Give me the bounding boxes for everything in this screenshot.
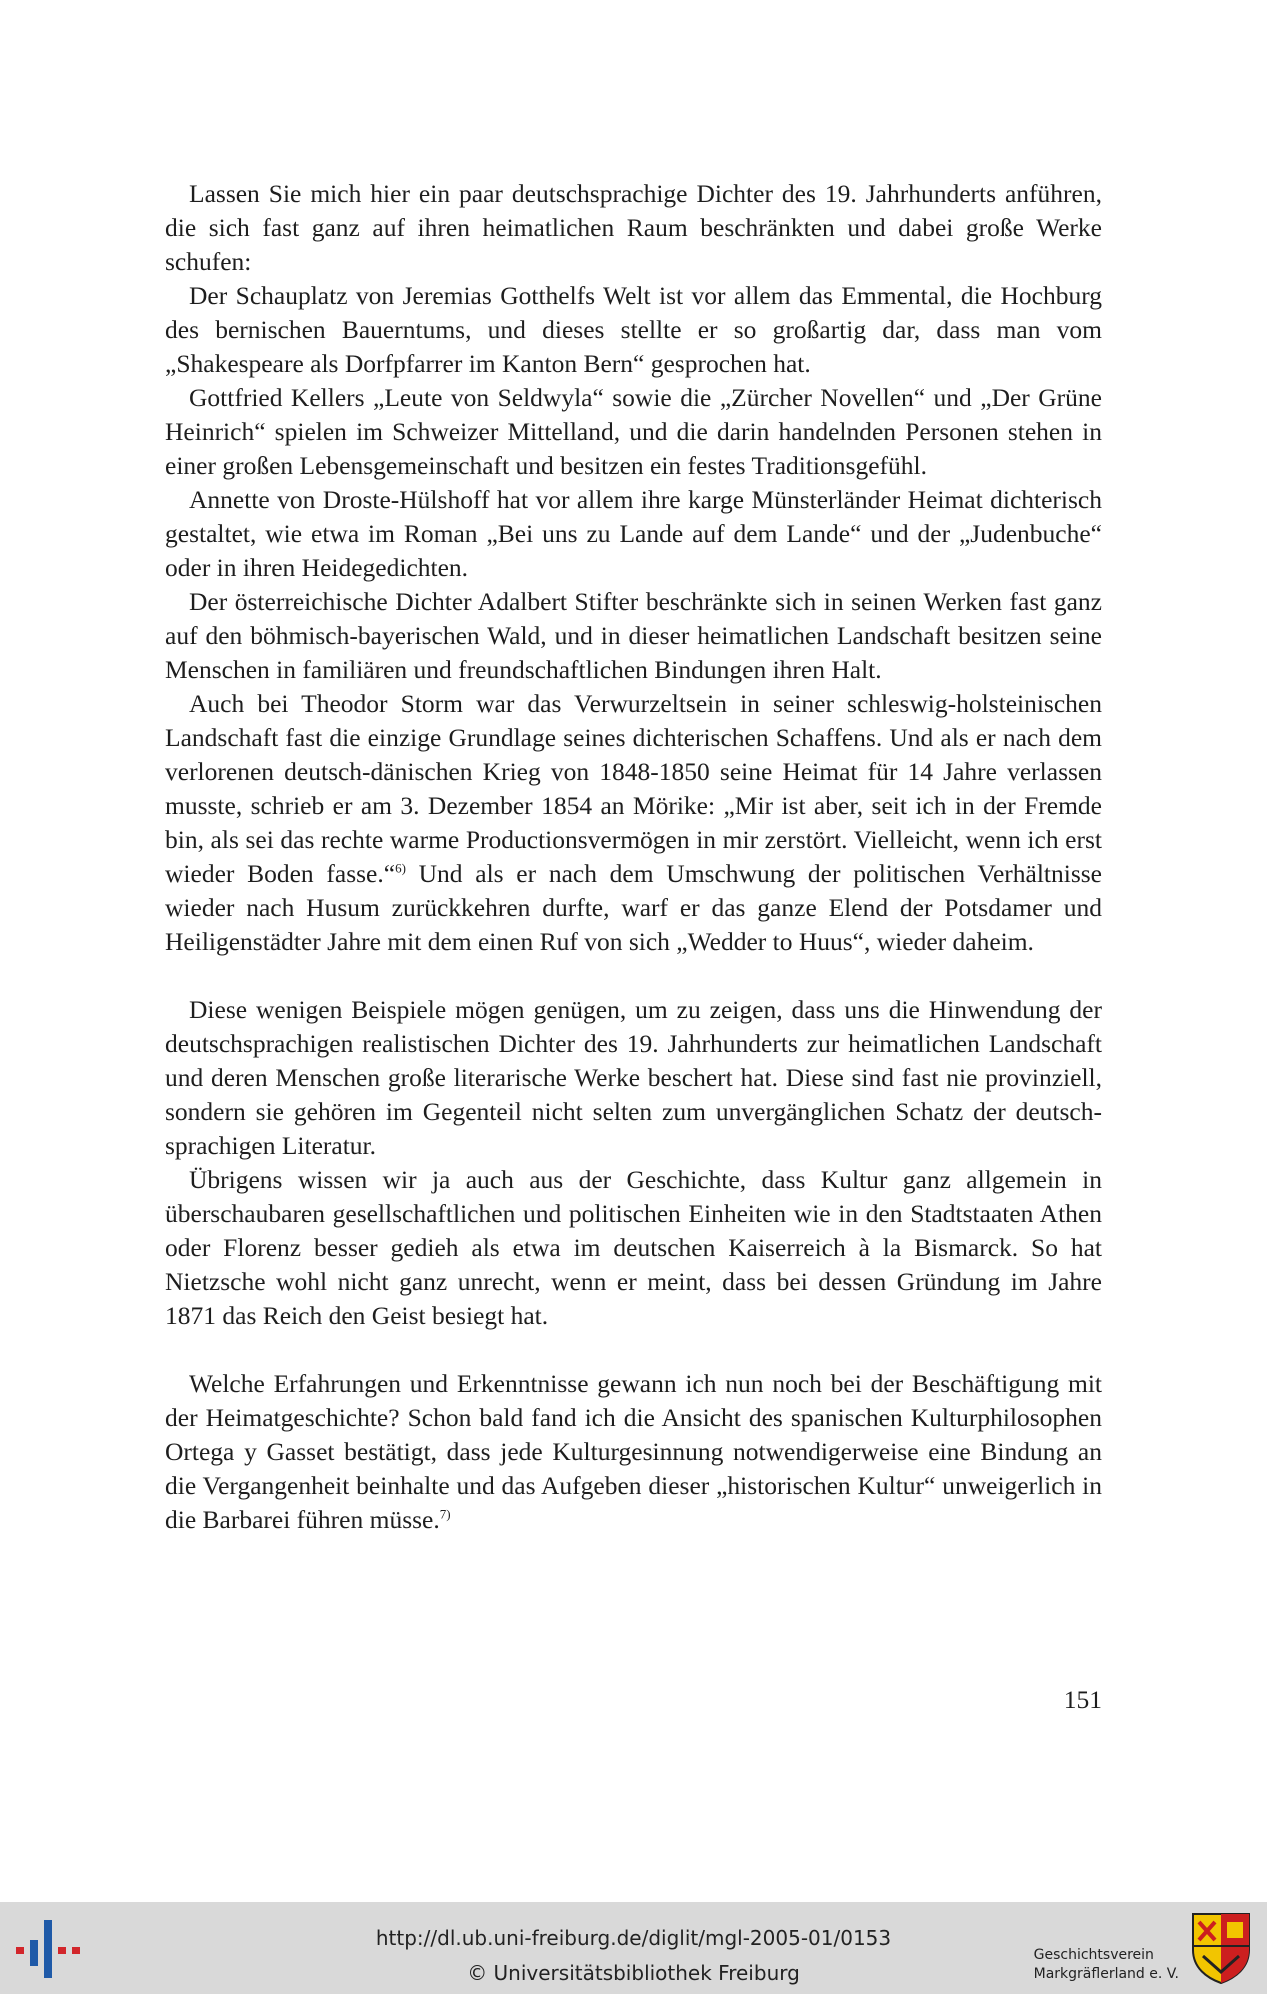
paragraph: Übrigens wissen wir ja auch aus der Geschichte, dass Kultur ganz allgemein in überschaubaren gesellschaftlichen und politischen Einheiten wie in den Stadtstaaten Athen oder Florenz besser gedieh als etwa im deutschen Kaiserreich à la Bismarck. So hat Nietzsche wohl nicht ganz unrecht, wenn er meint, dass bei dessen Gründung im Jahre 1871 das Reich den Geist besiegt hat. bbox=[165, 1165, 1102, 1330]
paragraph: Lassen Sie mich hier ein paar deutschsprachige Dichter des 19. Jahrhunderts anführen, die sich fast ganz auf ihren heimatlichen Raum beschränkten und dabei große Werke schufen: bbox=[165, 179, 1102, 276]
paragraph-final bbox=[165, 1367, 1102, 1537]
paragraph: Diese wenigen Beispiele mögen genügen, um zu zeigen, dass uns die Hinwendung der deutschsprachigen realistischen Dichter des 19. Jahrhunderts zur heimatlichen Landschaft und deren Menschen große literarische Werke beschert hat. Diese sind fast nie provinziell, sondern sie gehören im Gegenteil nicht selten zum unvergänglichen Schatz der deutsch-sprachigen Literatur. bbox=[165, 995, 1102, 1160]
organization-line-2: Markgräflerland e. V. bbox=[1033, 1966, 1179, 1982]
page-number: 151 bbox=[1063, 1685, 1102, 1714]
footnote-ref: 7) bbox=[439, 1506, 451, 1522]
final-text: Welche Erfahrungen und Erkenntnisse gewann ich nun noch bei der Beschäftigung mit der Heimatgeschichte? Schon bald fand ich die Ansicht des spanischen Kulturphilosophen Ortega y Gasset bestätigt, dass jede Kulturgesinnung notwendigerweise eine Bindung an die Vergangenheit beinhalte und das Aufgeben dieser „historischen Kultur“ unweigerlich in die Barbarei führen müsse. bbox=[165, 1369, 1102, 1534]
body-text bbox=[165, 177, 1102, 1537]
paragraph-storm bbox=[165, 687, 1102, 959]
document-url-link[interactable]: http://dl.ub.uni-freiburg.de/diglit/mgl-2005-01/0153 bbox=[375, 1926, 892, 1950]
paragraph: Der österreichische Dichter Adalbert Stifter beschränkte sich in seinen Werken fast ganz auf den böhmisch-bayerischen Wald, und in dieser heimatlichen Landschaft besitzen seine Menschen in familiären und freundschaftlichen Bindungen ihren Halt. bbox=[165, 587, 1102, 684]
organization-name bbox=[1034, 1946, 1179, 1984]
storm-text-before: Auch bei Theodor Storm war das Verwurzeltsein in seiner schleswig-holsteinischen Landschaft fast die einzige Grundlage seines dichterischen Schaffens. Und als er nach dem verlorenen deutsch-dänischen Krieg von 1848-1850 seine Heimat für 14 Jahre verlassen musste, schrieb er am 3. Dezember 1854 an Mörike: „Mir ist aber, seit ich in der Fremde bin, als sei das rechte warme Productionsvermögen in mir zerstört. Vielleicht, wenn ich erst wieder Boden fasse.“ bbox=[165, 689, 1102, 888]
footnote-ref: 6) bbox=[395, 860, 406, 876]
storm-text-after: Und als er nach dem Umschwung der politischen Verhältnisse wieder nach Husum zurückkehren durfte, warf er das ganze Elend der Potsdamer und Heiligenstädter Jahre mit dem einen Ruf von sich „Wedder to Huus“, wieder daheim. bbox=[165, 859, 1102, 956]
paragraph: Gottfried Kellers „Leute von Seldwyla“ sowie die „Zürcher Novellen“ und „Der Grüne Heinrich“ spielen im Schweizer Mittelland, und die darin handelnden Personen stehen in einer großen Lebensgemeinschaft und besitzen ein festes Traditionsgefühl. bbox=[165, 383, 1102, 480]
coat-of-arms-icon bbox=[1189, 1910, 1253, 1986]
paragraph: Der Schauplatz von Jeremias Gotthelfs Welt ist vor allem das Emmental, die Hochburg des bernischen Bauerntums, und dieses stellte er so großartig dar, dass man vom „Shakespeare als Dorfpfarrer im Kanton Bern“ gesprochen hat. bbox=[165, 281, 1102, 378]
copyright-text: © Universitätsbibliothek Freiburg bbox=[467, 1961, 800, 1985]
paragraph: Annette von Droste-Hülshoff hat vor allem ihre karge Münsterländer Heimat dichterisch gestaltet, wie etwa im Roman „Bei uns zu Lande auf dem Lande“ und der „Judenbuche“ oder in ihren Heidegedichten. bbox=[165, 485, 1102, 582]
organization-line-1: Geschichtsverein bbox=[1033, 1947, 1154, 1963]
viewer-footer bbox=[0, 1902, 1267, 1994]
